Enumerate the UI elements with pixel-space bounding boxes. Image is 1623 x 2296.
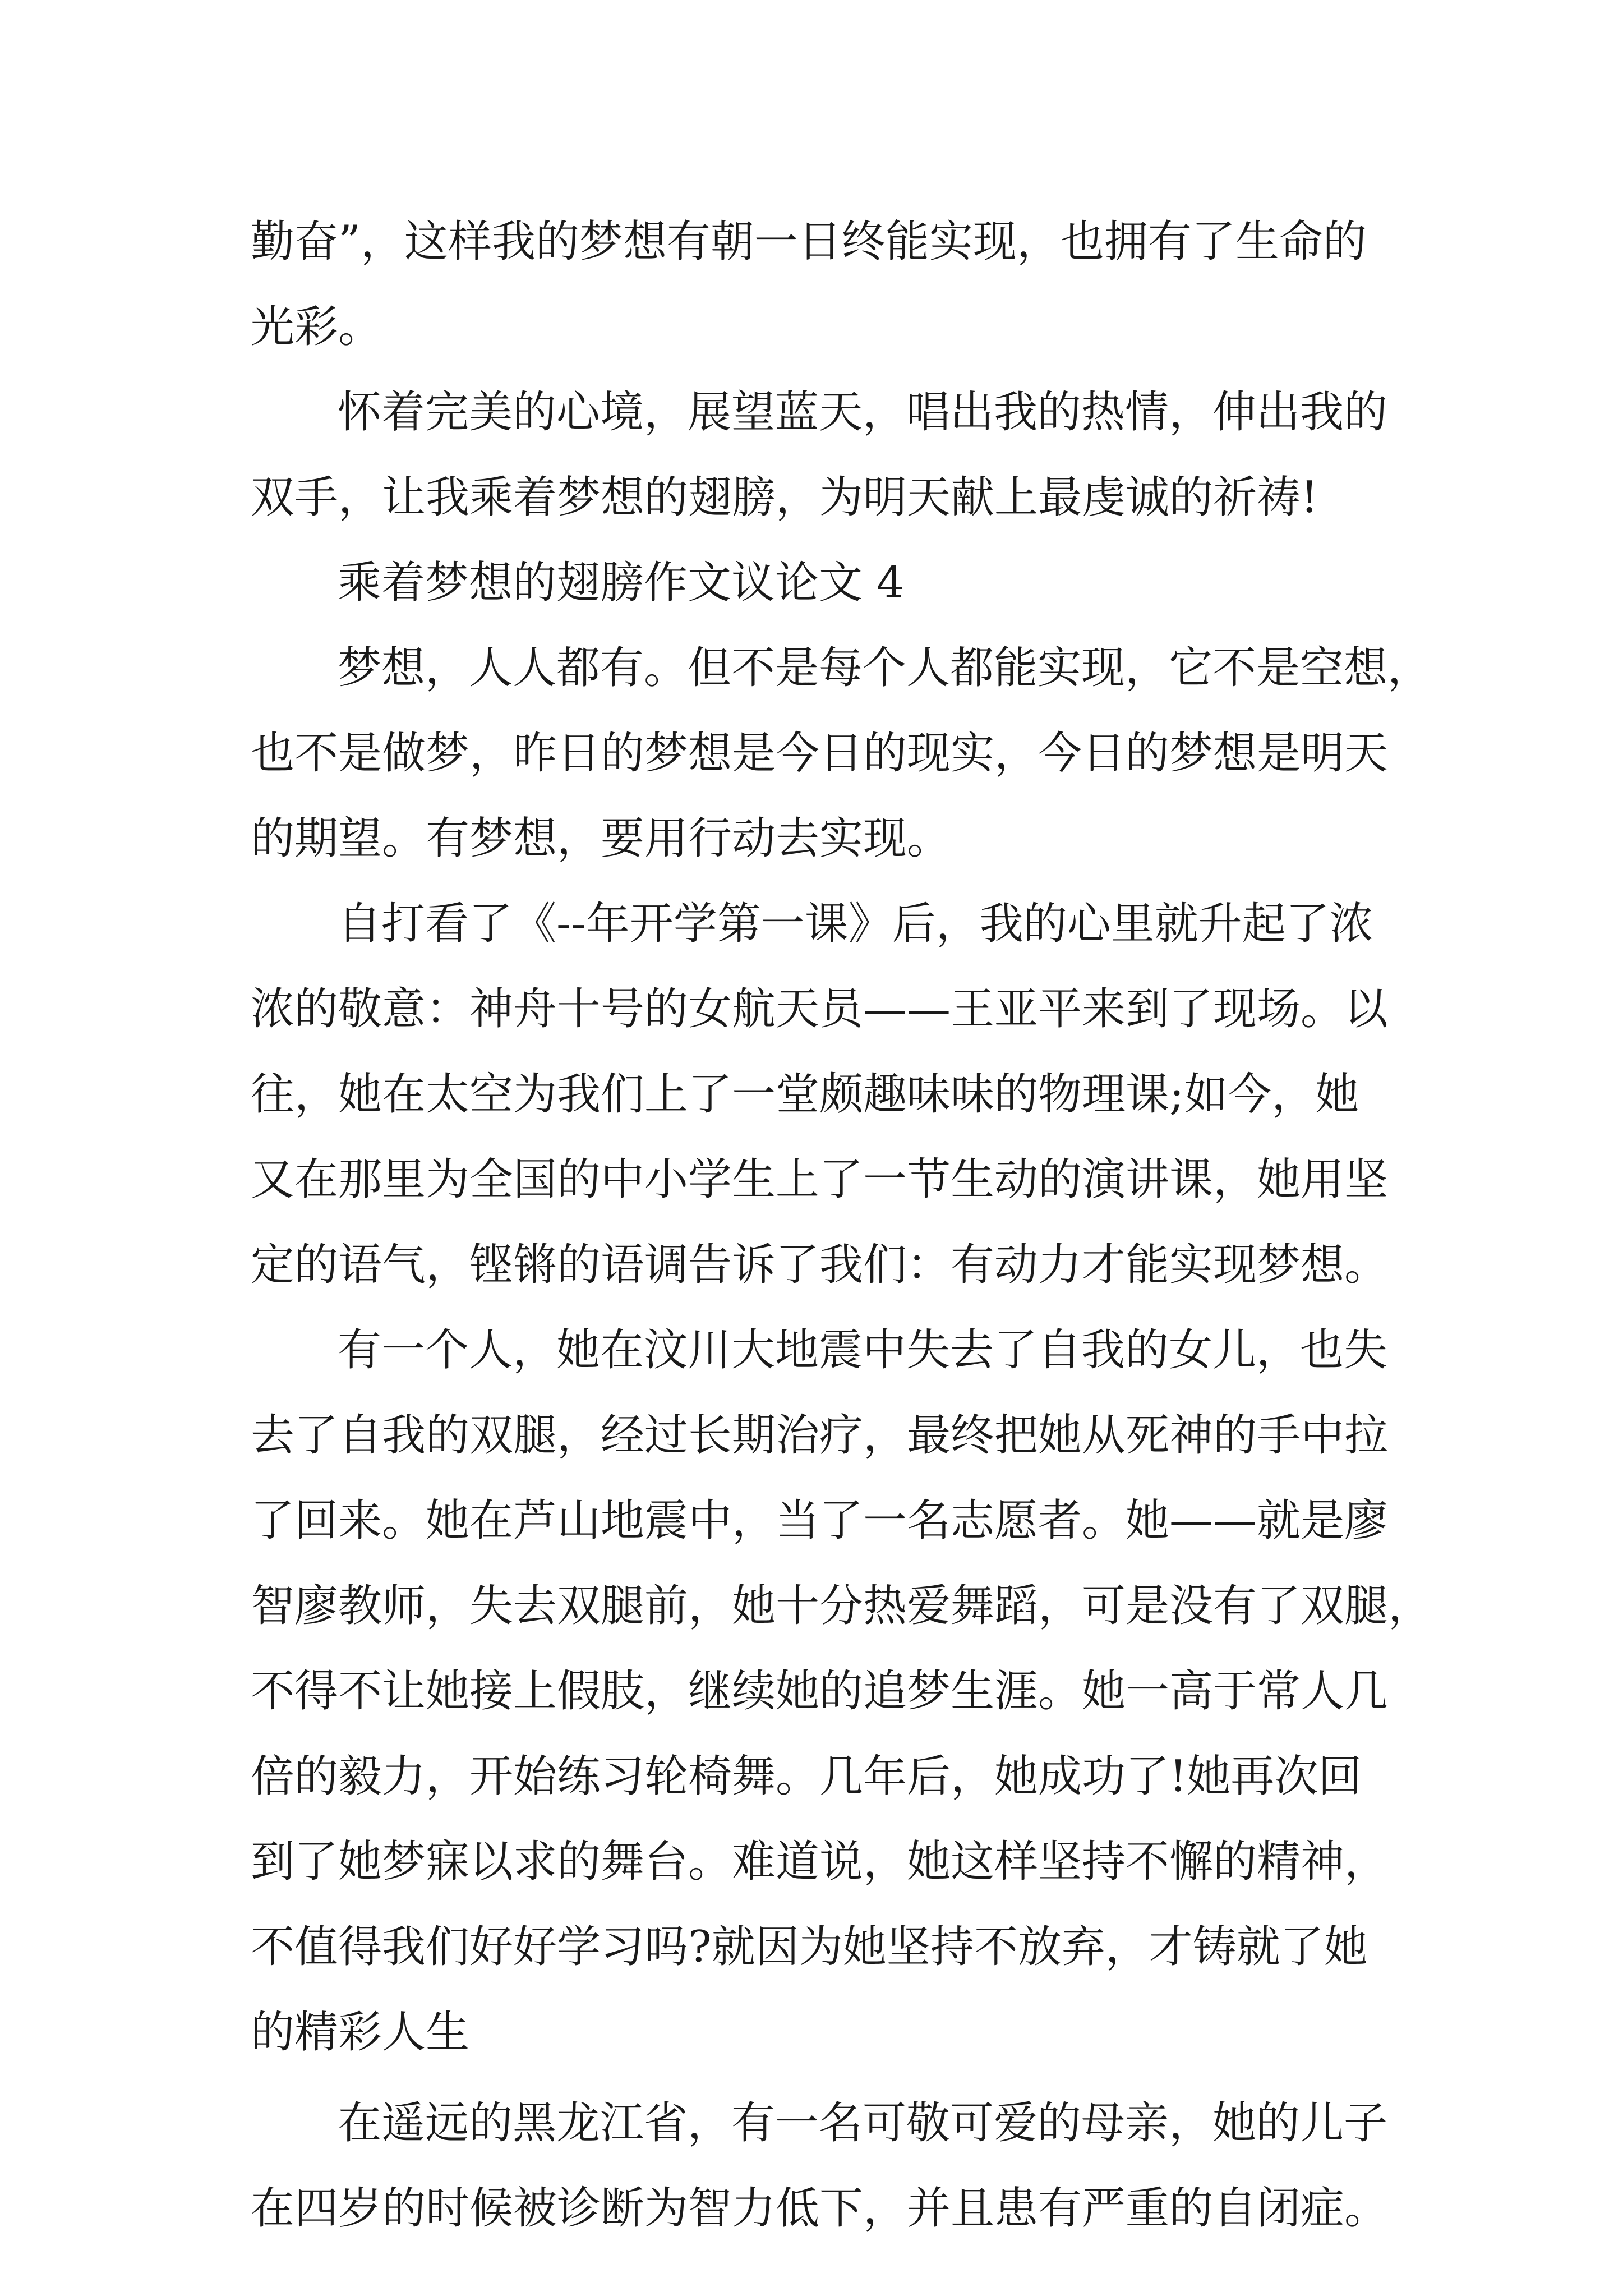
text-line: 又在那里为全国的中小学生上了一节生动的演讲课，她用坚: [251, 1154, 1389, 1205]
text-line: 也不是做梦，昨日的梦想是今日的现实，今日的梦想是明天: [251, 728, 1389, 779]
paragraph-start-line: 梦想，人人都有。但不是每个人都能实现，它不是空想，: [338, 643, 1432, 693]
paragraph-gap: [251, 2075, 1384, 2081]
text-line: 了回来。她在芦山地震中，当了一名志愿者。她——就是廖: [251, 1496, 1389, 1546]
text-line: 智廖教师，失去双腿前，她十分热爱舞蹈，可是没有了双腿，: [251, 1581, 1432, 1631]
paragraph-start-line: 怀着完美的心境，展望蓝天，唱出我的热情，伸出我的: [338, 387, 1388, 438]
paragraph-start-line: 自打看了《--年开学第一课》后，我的心里就升起了浓: [338, 899, 1373, 949]
essay-body: [251, 199, 1432, 2251]
text-line: 的期望。有梦想，要用行动去实现。: [251, 813, 951, 864]
text-line: 的精彩人生: [251, 2007, 470, 2058]
text-line: 光彩。: [251, 302, 382, 352]
paragraph-start-line: 在遥远的黑龙江省，有一名可敬可爱的母亲，她的儿子: [338, 2098, 1388, 2148]
text-line: 浓的敬意：神舟十号的女航天员——王亚平来到了现场。以: [251, 984, 1389, 1034]
text-line: 定的语气，铿锵的语调告诉了我们：有动力才能实现梦想。: [251, 1240, 1389, 1290]
section-heading: 乘着梦想的翅膀作文议论文 4: [338, 558, 905, 608]
text-line: 不得不让她接上假肢，继续她的追梦生涯。她一高于常人几: [251, 1666, 1389, 1717]
text-line: 勤奋”，这样我的梦想有朝一日终能实现，也拥有了生命的: [251, 217, 1367, 267]
text-line: 倍的毅力，开始练习轮椅舞。几年后，她成功了!她再次回: [251, 1751, 1362, 1802]
text-line: 往，她在太空为我们上了一堂颇趣味味的物理课;如今，她: [251, 1069, 1359, 1120]
text-line: 双手，让我乘着梦想的翅膀，为明天献上最虔诚的祈祷!: [251, 472, 1318, 523]
text-line: 到了她梦寐以求的舞台。难道说，她这样坚持不懈的精神，: [251, 1837, 1389, 1887]
paragraph-start-line: 有一个人，她在汶川大地震中失去了自我的女儿，也失: [338, 1325, 1388, 1375]
text-line: 去了自我的双腿，经过长期治疗，最终把她从死神的手中拉: [251, 1410, 1389, 1461]
text-line: 在四岁的时候被诊断为智力低下，并且患有严重的自闭症。: [251, 2183, 1389, 2234]
text-line: 不值得我们好好学习吗?就因为她坚持不放弃，才铸就了她: [251, 1922, 1368, 1972]
